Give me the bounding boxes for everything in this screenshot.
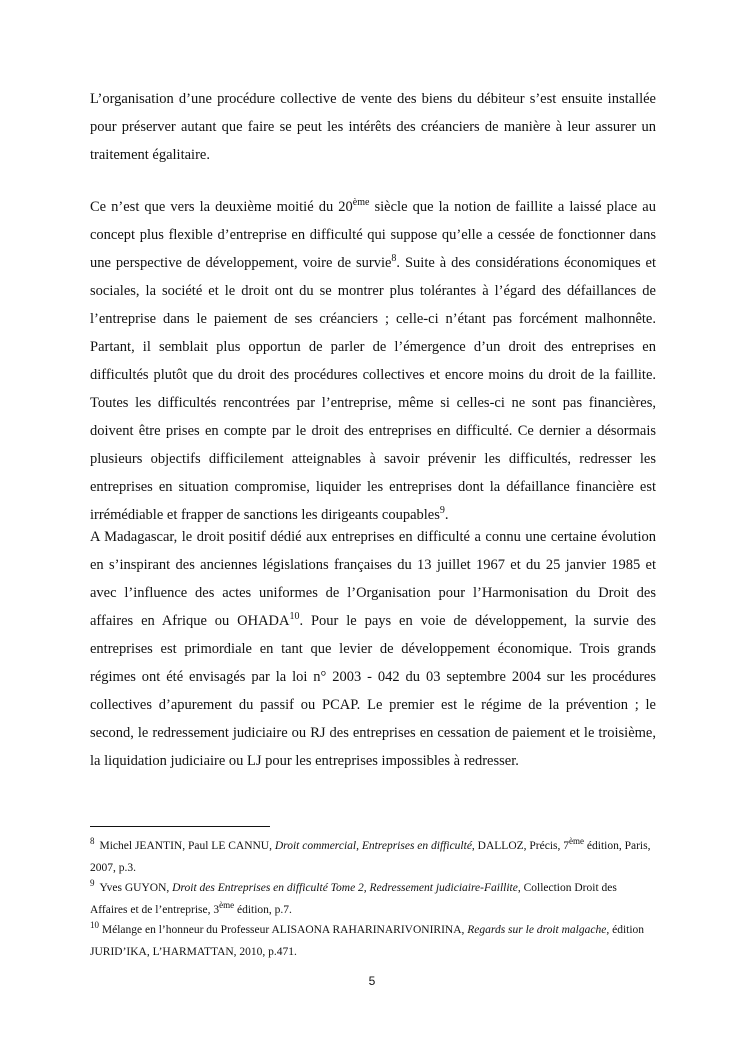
footnote-ref-8[interactable]: 8 xyxy=(391,253,397,265)
footnote-number: 9 xyxy=(90,878,95,889)
footnote-8-title: Droit commercial, Entreprises en difficulté xyxy=(274,840,472,852)
footnote-8-author: Michel JEANTIN, Paul LE CANNU, xyxy=(99,840,275,852)
paragraph-3-text-b: . Pour le pays en voie de développement, la survie des entreprises est primordiale en tant que levier de développement économique. Trois grands régimes ont été envisagés par la loi n° 2003 - 042 du 03 septembre 2004 sur les procédures collectives d’apurement du passif ou PCAP. Le premier est le régime de la prévention ; le second, le redressement judiciaire ou RJ des entreprises en cessation de paiement et le troisième, la liquidation judiciaire ou LJ pour les entreprises impossibles à redresser. xyxy=(90,613,656,769)
footnote-9-text-c: édition, p.7. xyxy=(234,904,292,916)
footnote-8 xyxy=(90,835,656,879)
footnote-10 xyxy=(90,919,656,963)
paragraph-2-text-b: siècle que la notion de faillite a laissé place au concept plus flexible d’entreprise en difficulté qui suppose qu’elle a cessée de fonctionner dans une perspective de développement, voire de survie xyxy=(90,199,656,271)
footnote-9-text-b: , Collection Droit des Affaires et de l’entreprise, 3 xyxy=(90,882,617,916)
paragraph-3-text-a: A Madagascar, le droit positif dédié aux entreprises en difficulté a connu une certaine évolution en s’inspirant des anciennes législations françaises du 13 juillet 1967 et du 25 janvier 1985 et avec l’influence des actes uniformes de l’Organisation pour l’Harmonisation du Droit des affaires en Afrique ou OHADA xyxy=(90,529,656,629)
footnote-9-title: Droit des Entreprises en difficulté Tome 2, Redressement judiciaire-Faillite xyxy=(172,882,518,894)
footnote-number: 8 xyxy=(90,836,95,847)
footnote-10-title: Regards sur le droit malgache xyxy=(467,924,607,936)
paragraph-2-text-d: . xyxy=(444,507,449,523)
footnote-number: 10 xyxy=(90,920,99,931)
ordinal-superscript: ème xyxy=(352,197,370,209)
footnote-8-text-b: , DALLOZ, Précis, 7 xyxy=(471,840,570,852)
footnote-9 xyxy=(90,877,656,921)
ordinal-superscript: ème xyxy=(219,900,235,911)
paragraph-1 xyxy=(90,85,656,169)
footnote-10-text-b: , édition JURID’IKA, L’HARMATTAN, 2010, p.471. xyxy=(90,924,645,958)
page-number: 5 xyxy=(368,974,376,988)
footnote-8-text-c: édition, Paris, 2007, p.3. xyxy=(90,840,651,874)
footnote-9-author: Yves GUYON, xyxy=(99,882,173,894)
paragraph-1-text: L’organisation d’une procédure collective de vente des biens du débiteur s’est ensuite installée pour préserver autant que faire se peut les intérêts des créanciers de manière à leur assurer un traitement égalitaire. xyxy=(90,91,656,163)
paragraph-2 xyxy=(90,193,656,529)
footnote-ref-10[interactable]: 10 xyxy=(289,611,300,623)
footnote-separator xyxy=(90,826,270,827)
footnote-ref-9[interactable]: 9 xyxy=(439,505,445,517)
paragraph-2-text-a: Ce n’est que vers la deuxième moitié du 20 xyxy=(90,199,353,215)
paragraph-3 xyxy=(90,523,656,775)
footnote-10-text-a: Mélange en l’honneur du Professeur ALISAONA RAHARINARIVONIRINA, xyxy=(99,924,468,936)
paragraph-2-text-c: . Suite à des considérations économiques et sociales, la société et le droit ont du se montrer plus tolérantes à l’égard des défaillances de l’entreprise dans le paiement de ses créanciers ; celle-ci n’étant pas forcément malhonnête. Partant, il semblait plus opportun de parler de l’émergence d’un droit des entreprises en difficultés plutôt que du droit des procédures collectives et encore moins du droit de la faillite. Toutes les difficultés rencontrées par l’entreprise, même si celles-ci ne sont pas financières, doivent être prises en compte par le droit des entreprises en difficulté. Ce dernier a désormais plusieurs objectifs difficilement atteignables à savoir prévenir les difficultés, redresser les entreprises en situation compromise, liquider les entreprises dont la défaillance financière est irrémédiable et frapper de sanctions les dirigeants coupables xyxy=(90,255,656,523)
ordinal-superscript: ème xyxy=(569,836,585,847)
